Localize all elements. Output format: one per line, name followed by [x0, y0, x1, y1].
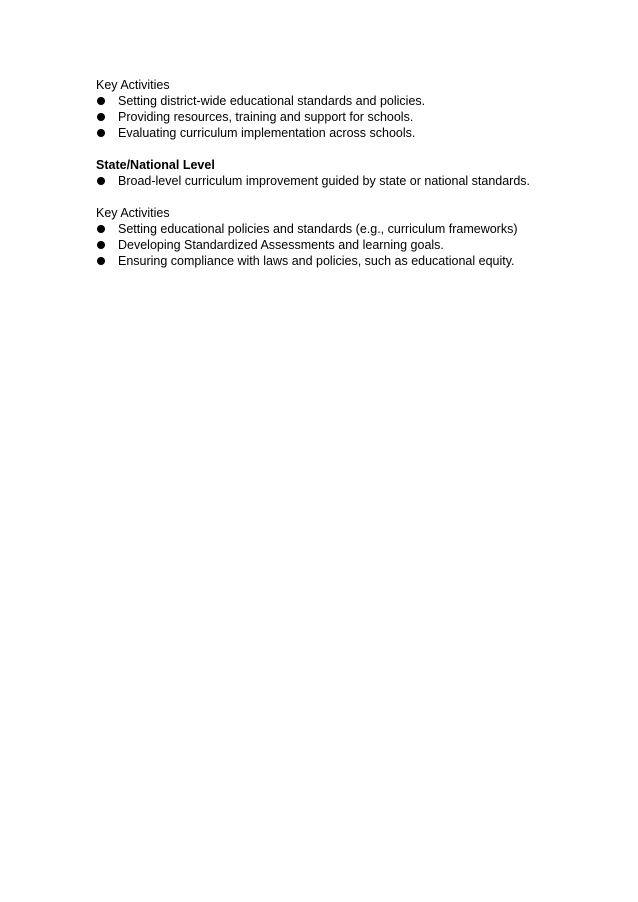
bullet-list: [96, 93, 556, 141]
list-item: [96, 253, 556, 269]
bullet-list: [96, 221, 556, 269]
bullet-icon: [97, 177, 105, 185]
bullet-icon: [97, 241, 105, 249]
list-item: [96, 221, 556, 237]
section-heading: State/National Level: [96, 158, 215, 172]
bullet-icon: [97, 113, 105, 121]
bullet-icon: [97, 129, 105, 137]
list-item: [96, 125, 556, 141]
state-national-level-section: [96, 157, 556, 189]
list-item: [96, 237, 556, 253]
list-item: [96, 93, 556, 109]
list-item: [96, 109, 556, 125]
list-item-text: Setting district-wide educational standards and policies.: [118, 94, 426, 108]
list-item-text: Evaluating curriculum implementation across schools.: [118, 126, 416, 140]
document-body: [96, 77, 556, 285]
list-item: [96, 173, 556, 189]
section-heading: Key Activities: [96, 206, 170, 220]
bullet-icon: [97, 257, 105, 265]
list-item-text: Providing resources, training and support for schools.: [118, 110, 414, 124]
key-activities-section-district: [96, 77, 556, 141]
bullet-list: [96, 173, 556, 189]
bullet-icon: [97, 97, 105, 105]
list-item-text: Setting educational policies and standards (e.g., curriculum frameworks): [118, 222, 518, 236]
list-item-text: Ensuring compliance with laws and policies, such as educational equity.: [118, 254, 515, 268]
bullet-icon: [97, 225, 105, 233]
list-item-text: Broad-level curriculum improvement guided by state or national standards.: [118, 174, 531, 188]
key-activities-section-state: [96, 205, 556, 269]
list-item-text: Developing Standardized Assessments and learning goals.: [118, 238, 444, 252]
section-heading: Key Activities: [96, 78, 170, 92]
